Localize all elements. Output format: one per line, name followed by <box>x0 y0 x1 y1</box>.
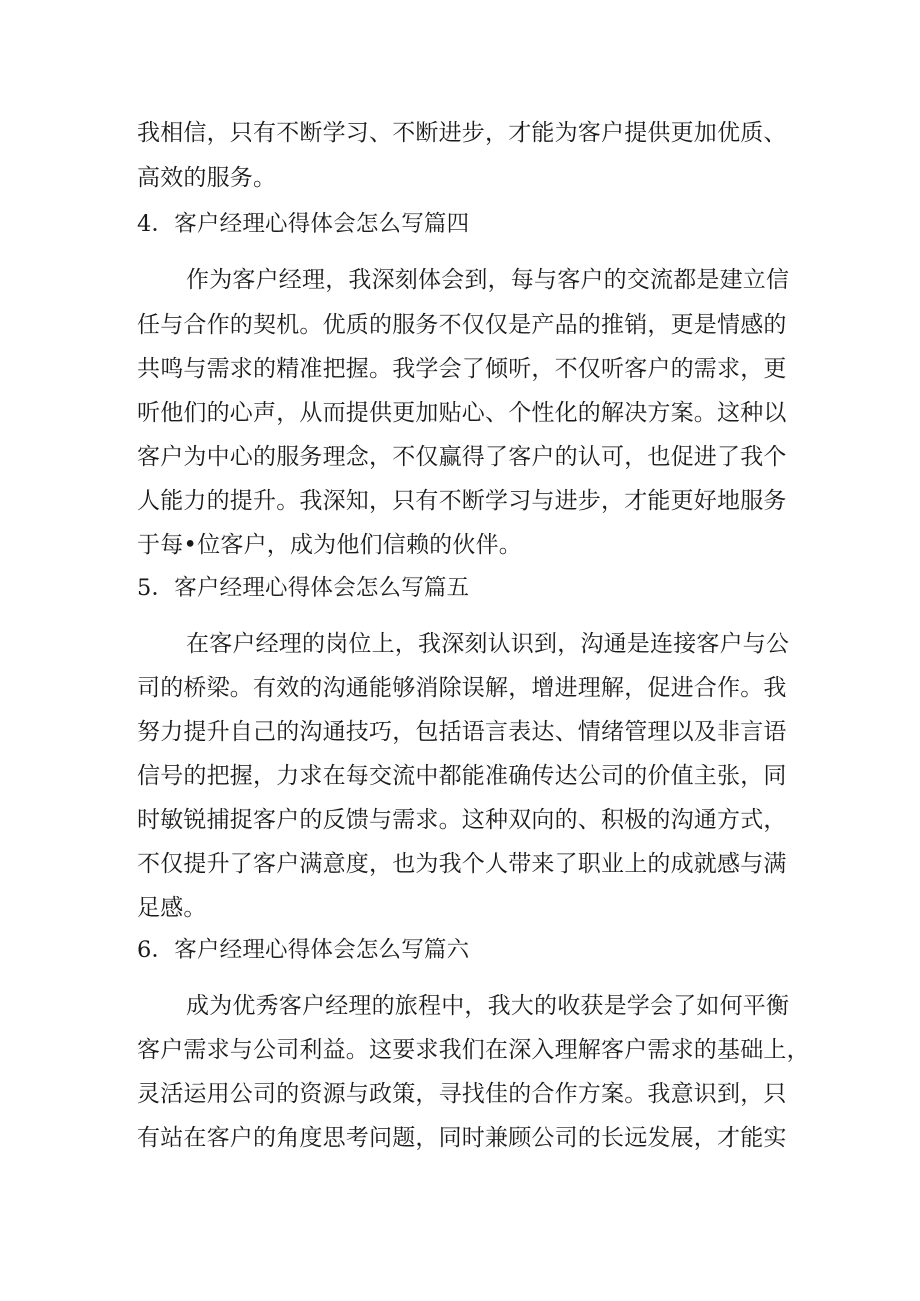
paragraph-line: 努力提升自己的沟通技巧，包括语言表达、情绪管理以及非言语 <box>137 719 787 745</box>
section-heading: 5．客户经理心得体会怎么写篇五 <box>137 575 470 601</box>
paragraph-line: 作为客户经理，我深刻体会到，每与客户的交流都是建立信 <box>186 267 790 293</box>
paragraph-line: 时敏锐捕捉客户的反馈与需求。这种双向的、积极的沟通方式， <box>137 807 787 833</box>
paragraph-line: 共鸣与需求的精准把握。我学会了倾听，不仅听客户的需求，更 <box>137 356 787 382</box>
paragraph-line: 信号的把握，力求在每交流中都能准确传达公司的价值主张，同 <box>137 763 787 789</box>
paragraph-line: 听他们的心声，从而提供更加贴心、个性化的解决方案。这种以 <box>137 400 787 426</box>
paragraph-line: 于每•位客户，成为他们信赖的伙伴。 <box>137 532 522 558</box>
paragraph-line: 有站在客户的角度思考问题，同时兼顾公司的长远发展，才能实 <box>137 1125 787 1151</box>
paragraph-line: 客户需求与公司利益。这要求我们在深入理解客户需求的基础上， <box>137 1037 810 1063</box>
paragraph-line: 足感。 <box>137 895 207 921</box>
paragraph-line: 灵活运用公司的资源与政策，寻找佳的合作方案。我意识到，只 <box>137 1081 787 1107</box>
section-heading: 4．客户经理心得体会怎么写篇四 <box>137 211 470 237</box>
paragraph-line: 客户为中心的服务理念，不仅赢得了客户的认可，也促进了我个 <box>137 444 787 470</box>
paragraph-line: 成为优秀客户经理的旅程中，我大的收获是学会了如何平衡 <box>186 993 790 1019</box>
section-heading: 6．客户经理心得体会怎么写篇六 <box>137 937 470 963</box>
paragraph-line: 不仅提升了客户满意度，也为我个人带来了职业上的成就感与满 <box>137 851 787 877</box>
paragraph-line: 在客户经理的岗位上，我深刻认识到，沟通是连接客户与公 <box>186 631 790 657</box>
paragraph-line: 司的桥梁。有效的沟通能够消除误解，增进理解，促进合作。我 <box>137 675 787 701</box>
intro-line: 我相信，只有不断学习、不断进步，才能为客户提供更加优质、 <box>137 120 787 146</box>
paragraph-line: 人能力的提升。我深知，只有不断学习与进步，才能更好地服务 <box>137 488 787 514</box>
intro-line: 高效的服务。 <box>137 165 277 191</box>
paragraph-line: 任与合作的契机。优质的服务不仅仅是产品的推销，更是情感的 <box>137 312 787 338</box>
